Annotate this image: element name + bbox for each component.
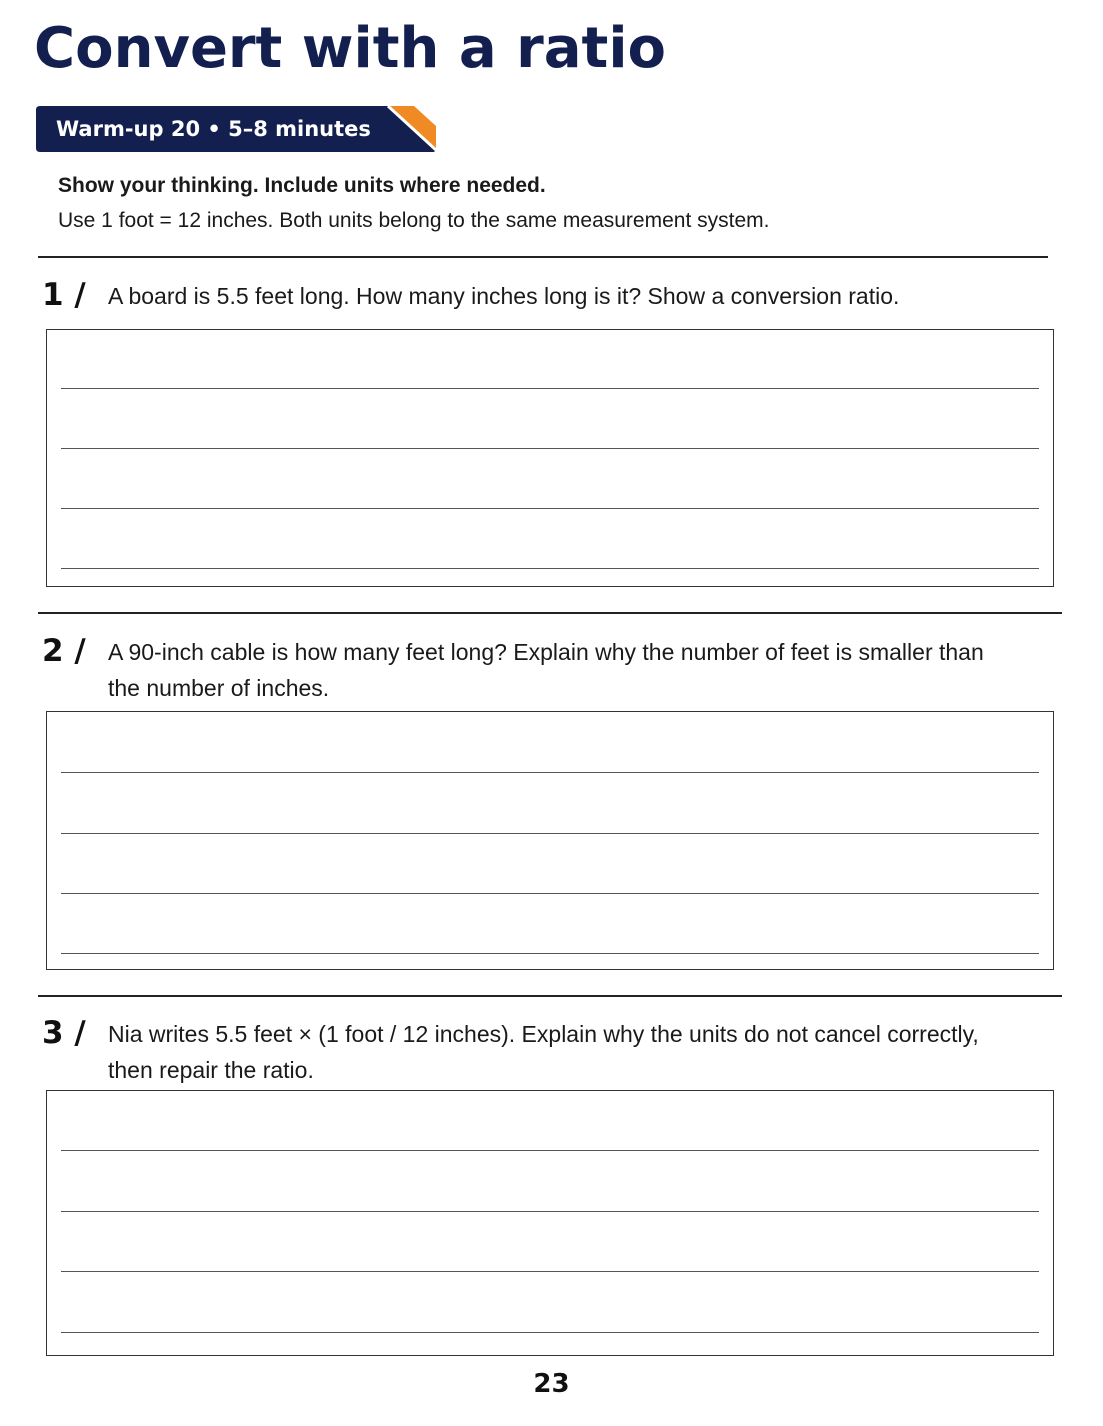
warm-up-banner xyxy=(36,106,436,152)
answer-line xyxy=(61,833,1039,834)
question-1-text: A board is 5.5 feet long. How many inches long is it? Show a conversion ratio. xyxy=(108,283,900,309)
question-2-answer-box[interactable] xyxy=(46,711,1054,970)
answer-line xyxy=(61,448,1039,449)
answer-line xyxy=(61,893,1039,894)
answer-line xyxy=(61,1211,1039,1212)
question-1-answer-box[interactable] xyxy=(46,329,1054,587)
answer-line xyxy=(61,508,1039,509)
question-3-answer-box[interactable] xyxy=(46,1090,1054,1356)
answer-line xyxy=(61,568,1039,569)
question-1-number: 1 / xyxy=(42,277,86,313)
section-divider xyxy=(38,256,1048,258)
answer-line xyxy=(61,1271,1039,1272)
question-3-number: 3 / xyxy=(42,1015,86,1051)
answer-line xyxy=(61,1150,1039,1151)
answer-line xyxy=(61,772,1039,773)
page-title: Convert with a ratio xyxy=(34,16,666,81)
answer-line xyxy=(61,953,1039,954)
instruction-conversion-fact: Use 1 foot = 12 inches. Both units belong to the same measurement system. xyxy=(58,209,770,232)
question-2-text: A 90-inch cable is how many feet long? Explain why the number of feet is smaller than the number of inches. xyxy=(108,639,984,701)
question-3-text: Nia writes 5.5 feet × (1 foot / 12 inches). Explain why the units do not cancel correctly, then repair the ratio. xyxy=(108,1021,979,1083)
instruction-show-thinking: Show your thinking. Include units where needed. xyxy=(58,174,546,197)
warm-up-label: Warm-up 20 • 5–8 minutes xyxy=(56,117,371,141)
question-divider xyxy=(38,612,1062,614)
answer-line xyxy=(61,388,1039,389)
answer-line xyxy=(61,1332,1039,1333)
question-divider xyxy=(38,995,1062,997)
question-2-number: 2 / xyxy=(42,633,86,669)
page-number: 23 xyxy=(533,1369,570,1399)
